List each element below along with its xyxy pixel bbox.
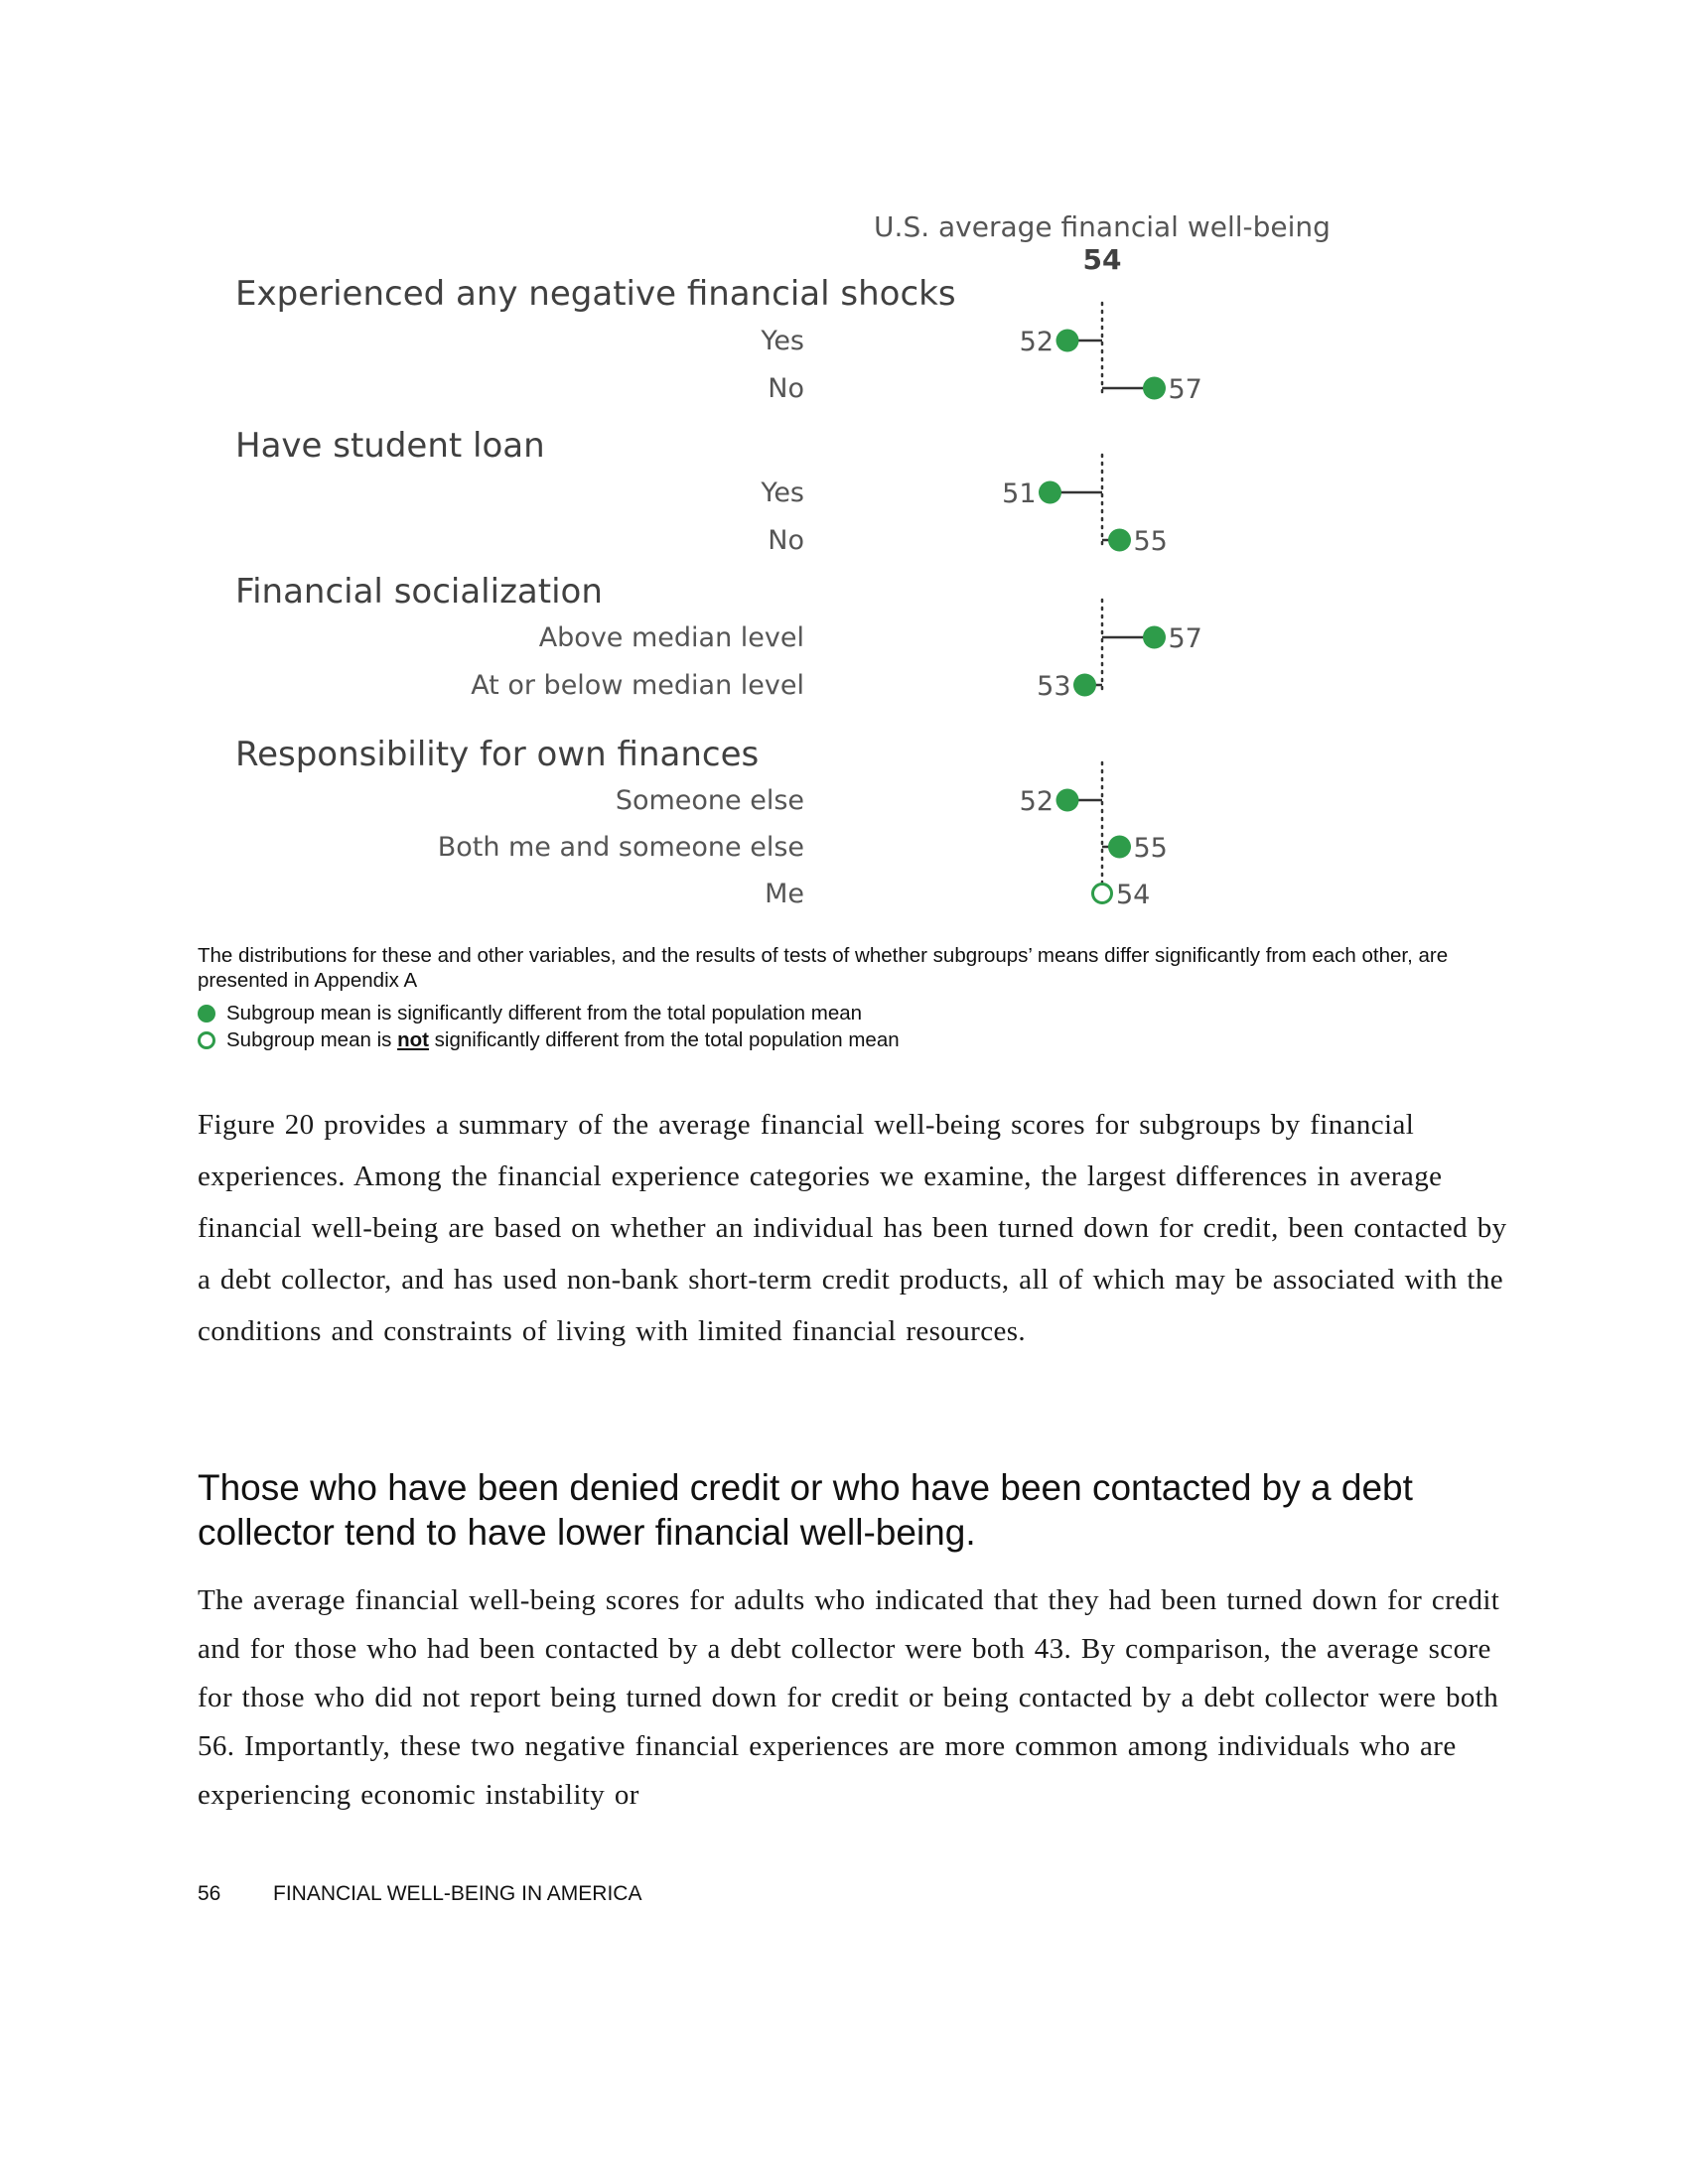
legend-significant bbox=[198, 1002, 862, 1025]
legend-not-significant-text: Subgroup mean is not significantly different from the total population mean bbox=[226, 1028, 900, 1051]
row-label: No bbox=[768, 525, 804, 556]
data-label: 52 bbox=[1019, 327, 1054, 357]
filled-dot-icon bbox=[198, 1005, 215, 1023]
data-label: 52 bbox=[1019, 786, 1054, 817]
data-point bbox=[1108, 836, 1131, 859]
data-point bbox=[1056, 789, 1079, 812]
data-label: 57 bbox=[1168, 623, 1202, 654]
data-point bbox=[1143, 377, 1166, 400]
row-label: Yes bbox=[761, 478, 804, 508]
data-label: 55 bbox=[1133, 833, 1168, 864]
data-label: 54 bbox=[1116, 880, 1151, 910]
chart-body bbox=[235, 274, 1202, 910]
row-label: Someone else bbox=[615, 785, 804, 816]
legend-significant-text: Subgroup mean is significantly different from the total population mean bbox=[226, 1002, 863, 1024]
hollow-dot-icon bbox=[198, 1031, 215, 1049]
legend-not-significant bbox=[198, 1028, 900, 1052]
data-point bbox=[1143, 626, 1166, 649]
data-point bbox=[1056, 330, 1079, 352]
paragraph-1: Figure 20 provides a summary of the average financial well-being scores for subgroups by financial experiences. Among the financial experience categories we examine, the largest differences in average financial well-being are based on whether an individual has been turned down for credit, been contacted by a debt collector, and has used non-bank short-term credit products, all of which may be associated with the conditions and constraints of living with limited financial resources. bbox=[198, 1109, 1507, 1347]
group-title: Responsibility for own finances bbox=[235, 735, 760, 774]
row-label: No bbox=[768, 373, 804, 404]
paragraph-2: The average financial well-being scores for adults who indicated that they had been turned down for credit and for those who had been contacted by a debt collector were both 43. By comparison, the average score for those who did not report being turned down for credit or being contacted by a debt collector were both 56. Importantly, these two negative financial experiences are more common among individuals who are experiencing economic instability or bbox=[198, 1584, 1500, 1811]
footer-title: FINANCIAL WELL-BEING IN AMERICA bbox=[273, 1882, 642, 1905]
reference-value: 54 bbox=[1082, 243, 1122, 276]
data-point bbox=[1108, 529, 1131, 552]
data-label: 53 bbox=[1037, 671, 1071, 702]
row-label: Yes bbox=[761, 326, 804, 356]
group-title: Experienced any negative financial shocks bbox=[235, 274, 956, 314]
figure-note: The distributions for these and other variables, and the results of tests of whether subgroups’ means differ significantly from each other, are presented in Appendix A bbox=[198, 944, 1449, 992]
data-point bbox=[1073, 674, 1096, 697]
row-label: Both me and someone else bbox=[437, 832, 804, 863]
page-number: 56 bbox=[198, 1882, 221, 1905]
row-label: Above median level bbox=[538, 622, 804, 653]
data-label: 57 bbox=[1168, 374, 1202, 405]
section-heading: Those who have been denied credit or who have been contacted by a debt collector tend to have lower financial well-being. bbox=[198, 1467, 1413, 1553]
data-point bbox=[1039, 481, 1061, 504]
data-label: 55 bbox=[1133, 526, 1168, 557]
group-title: Financial socialization bbox=[235, 572, 603, 612]
reference-label: U.S. average financial well-being bbox=[874, 210, 1331, 243]
group-title: Have student loan bbox=[235, 426, 545, 466]
row-label: At or below median level bbox=[471, 670, 804, 701]
row-label: Me bbox=[765, 879, 804, 909]
dot-chart bbox=[0, 0, 1688, 933]
data-label: 51 bbox=[1002, 478, 1037, 509]
data-point bbox=[1093, 885, 1112, 903]
